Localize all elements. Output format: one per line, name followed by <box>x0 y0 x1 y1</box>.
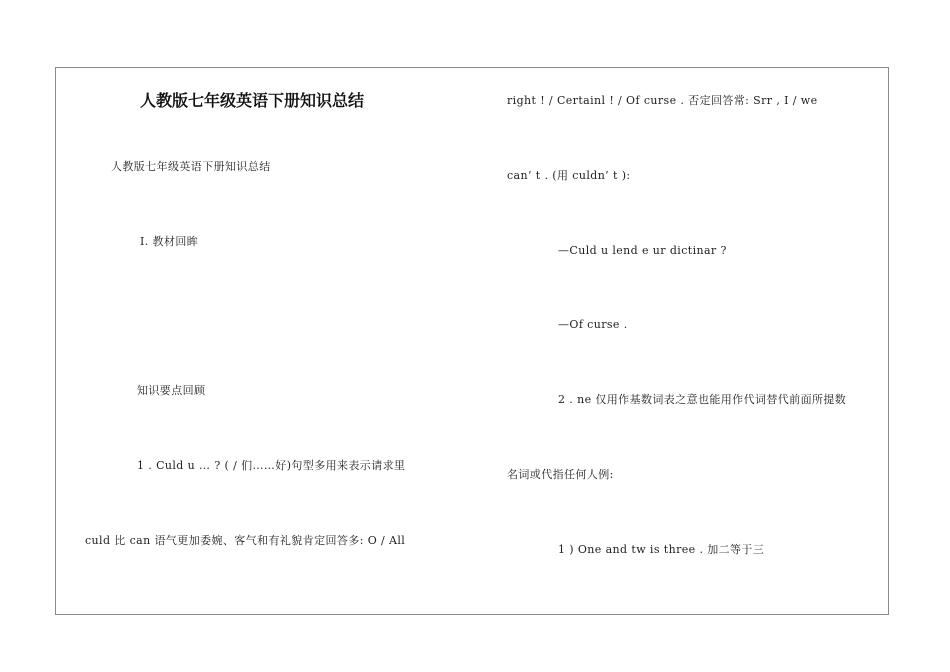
paragraph-line: can’ t . (用 culdn’ t ): <box>507 169 631 182</box>
subtitle-line: 人教版七年级英语下册知识总结 <box>111 160 271 173</box>
document-title: 人教版七年级英语下册知识总结 <box>140 91 365 110</box>
example-line: —Culd u lend e ur dictinar ? <box>558 244 727 257</box>
subsection-heading: 知识要点回顾 <box>137 384 206 397</box>
paragraph-line: 2 . ne 仅用作基数词表之意也能用作代词替代前面所提数 <box>558 393 847 406</box>
example-line: —Of curse . <box>558 318 628 331</box>
paragraph-line: right ! / Certainl ! / Of curse . 否定回答常: Srr , I / we <box>507 94 818 107</box>
section-heading: Ⅰ. 教材回眸 <box>140 235 199 248</box>
paragraph-line: 1 . Culd u … ? ( / 们……好)句型多用来表示请求里 <box>137 459 406 472</box>
page-frame <box>55 67 889 615</box>
example-line: 1 ) One and tw is three . 加二等于三 <box>558 543 765 556</box>
paragraph-line: culd 比 can 语气更加委婉、客气和有礼貌肯定回答多: O / All <box>85 534 406 547</box>
paragraph-line: 名词或代指任何人例: <box>507 468 614 481</box>
